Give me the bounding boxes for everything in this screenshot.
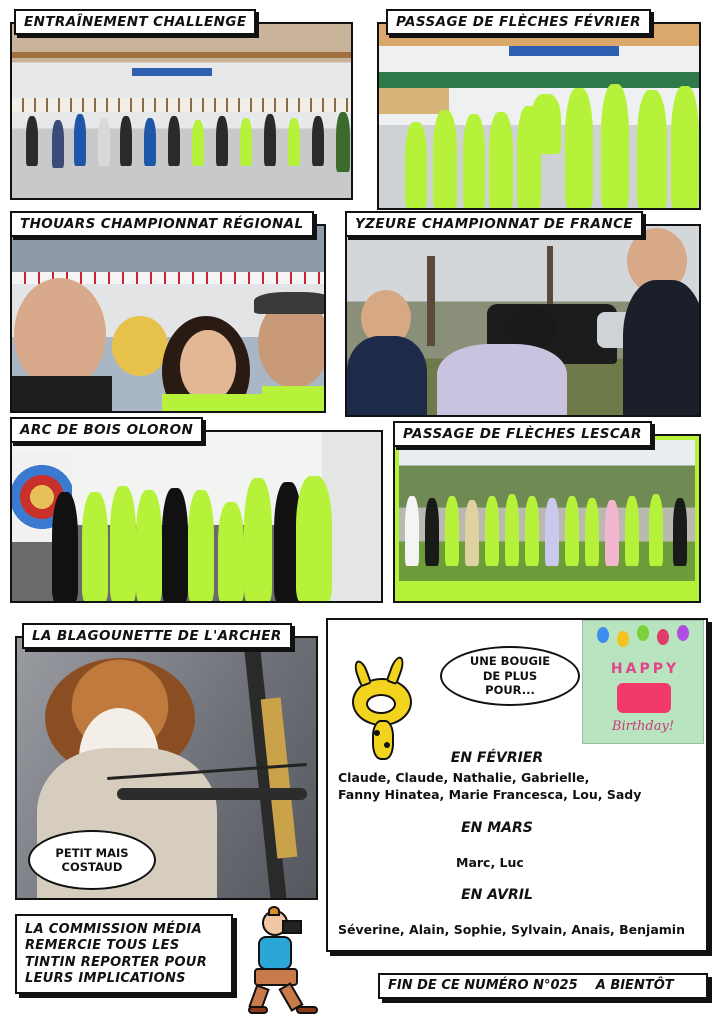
- photo-yzeure: [345, 224, 701, 417]
- birthday-box: [326, 618, 708, 952]
- month-february: EN FÉVRIER: [450, 750, 544, 766]
- commission-box: [15, 914, 233, 994]
- caption-challenge: ENTRAÎNEMENT CHALLENGE: [14, 9, 256, 35]
- caption-yzeure: YZEURE CHAMPIONNAT DE FRANCE: [345, 211, 643, 237]
- card-text: Birthday!: [611, 719, 675, 734]
- names-march: Marc, Luc: [456, 855, 524, 870]
- photo-challenge: [10, 22, 353, 200]
- caption-thouars: THOUARS CHAMPIONNAT RÉGIONAL: [10, 211, 314, 237]
- photo-passage-fevrier: [377, 22, 701, 210]
- photo-thouars: [10, 224, 326, 413]
- card-letters: HAPPY: [610, 661, 680, 677]
- speech-bubble-costaud: PETIT MAIS COSTAUD: [28, 830, 156, 890]
- end-box: [378, 973, 708, 999]
- end-text: FIN DE CE NUMÉRO N°025 A BIENTÔT: [388, 978, 674, 993]
- names-february-1: Claude, Claude, Nathalie, Gabrielle,: [338, 770, 590, 785]
- photo-oloron: [10, 430, 383, 603]
- caption-oloron: ARC DE BOIS OLORON: [10, 417, 203, 443]
- commission-text: LA COMMISSION MÉDIA REMERCIE TOUS LES TINTIN REPORTER POUR LEURS IMPLICATIONS: [25, 922, 208, 986]
- caption-passage-fevrier: PASSAGE DE FLÈCHES FÉVRIER: [386, 9, 651, 35]
- caption-lescar: PASSAGE DE FLÈCHES LESCAR: [393, 421, 652, 447]
- month-april: EN AVRIL: [461, 887, 533, 903]
- speech-bubble-bougie: UNE BOUGIE DE PLUS POUR...: [440, 646, 580, 706]
- month-march: EN MARS: [461, 820, 533, 836]
- photo-lescar: [393, 434, 701, 603]
- birthday-card: [582, 620, 704, 744]
- names-april: Séverine, Alain, Sophie, Sylvain, Anais, Benjamin: [338, 922, 685, 937]
- caption-blagounette: LA BLAGOUNETTE DE L'ARCHER: [22, 623, 292, 649]
- reporter-icon: [248, 906, 328, 1016]
- names-february-2: Fanny Hinatea, Marie Francesca, Lou, Sady: [338, 787, 642, 802]
